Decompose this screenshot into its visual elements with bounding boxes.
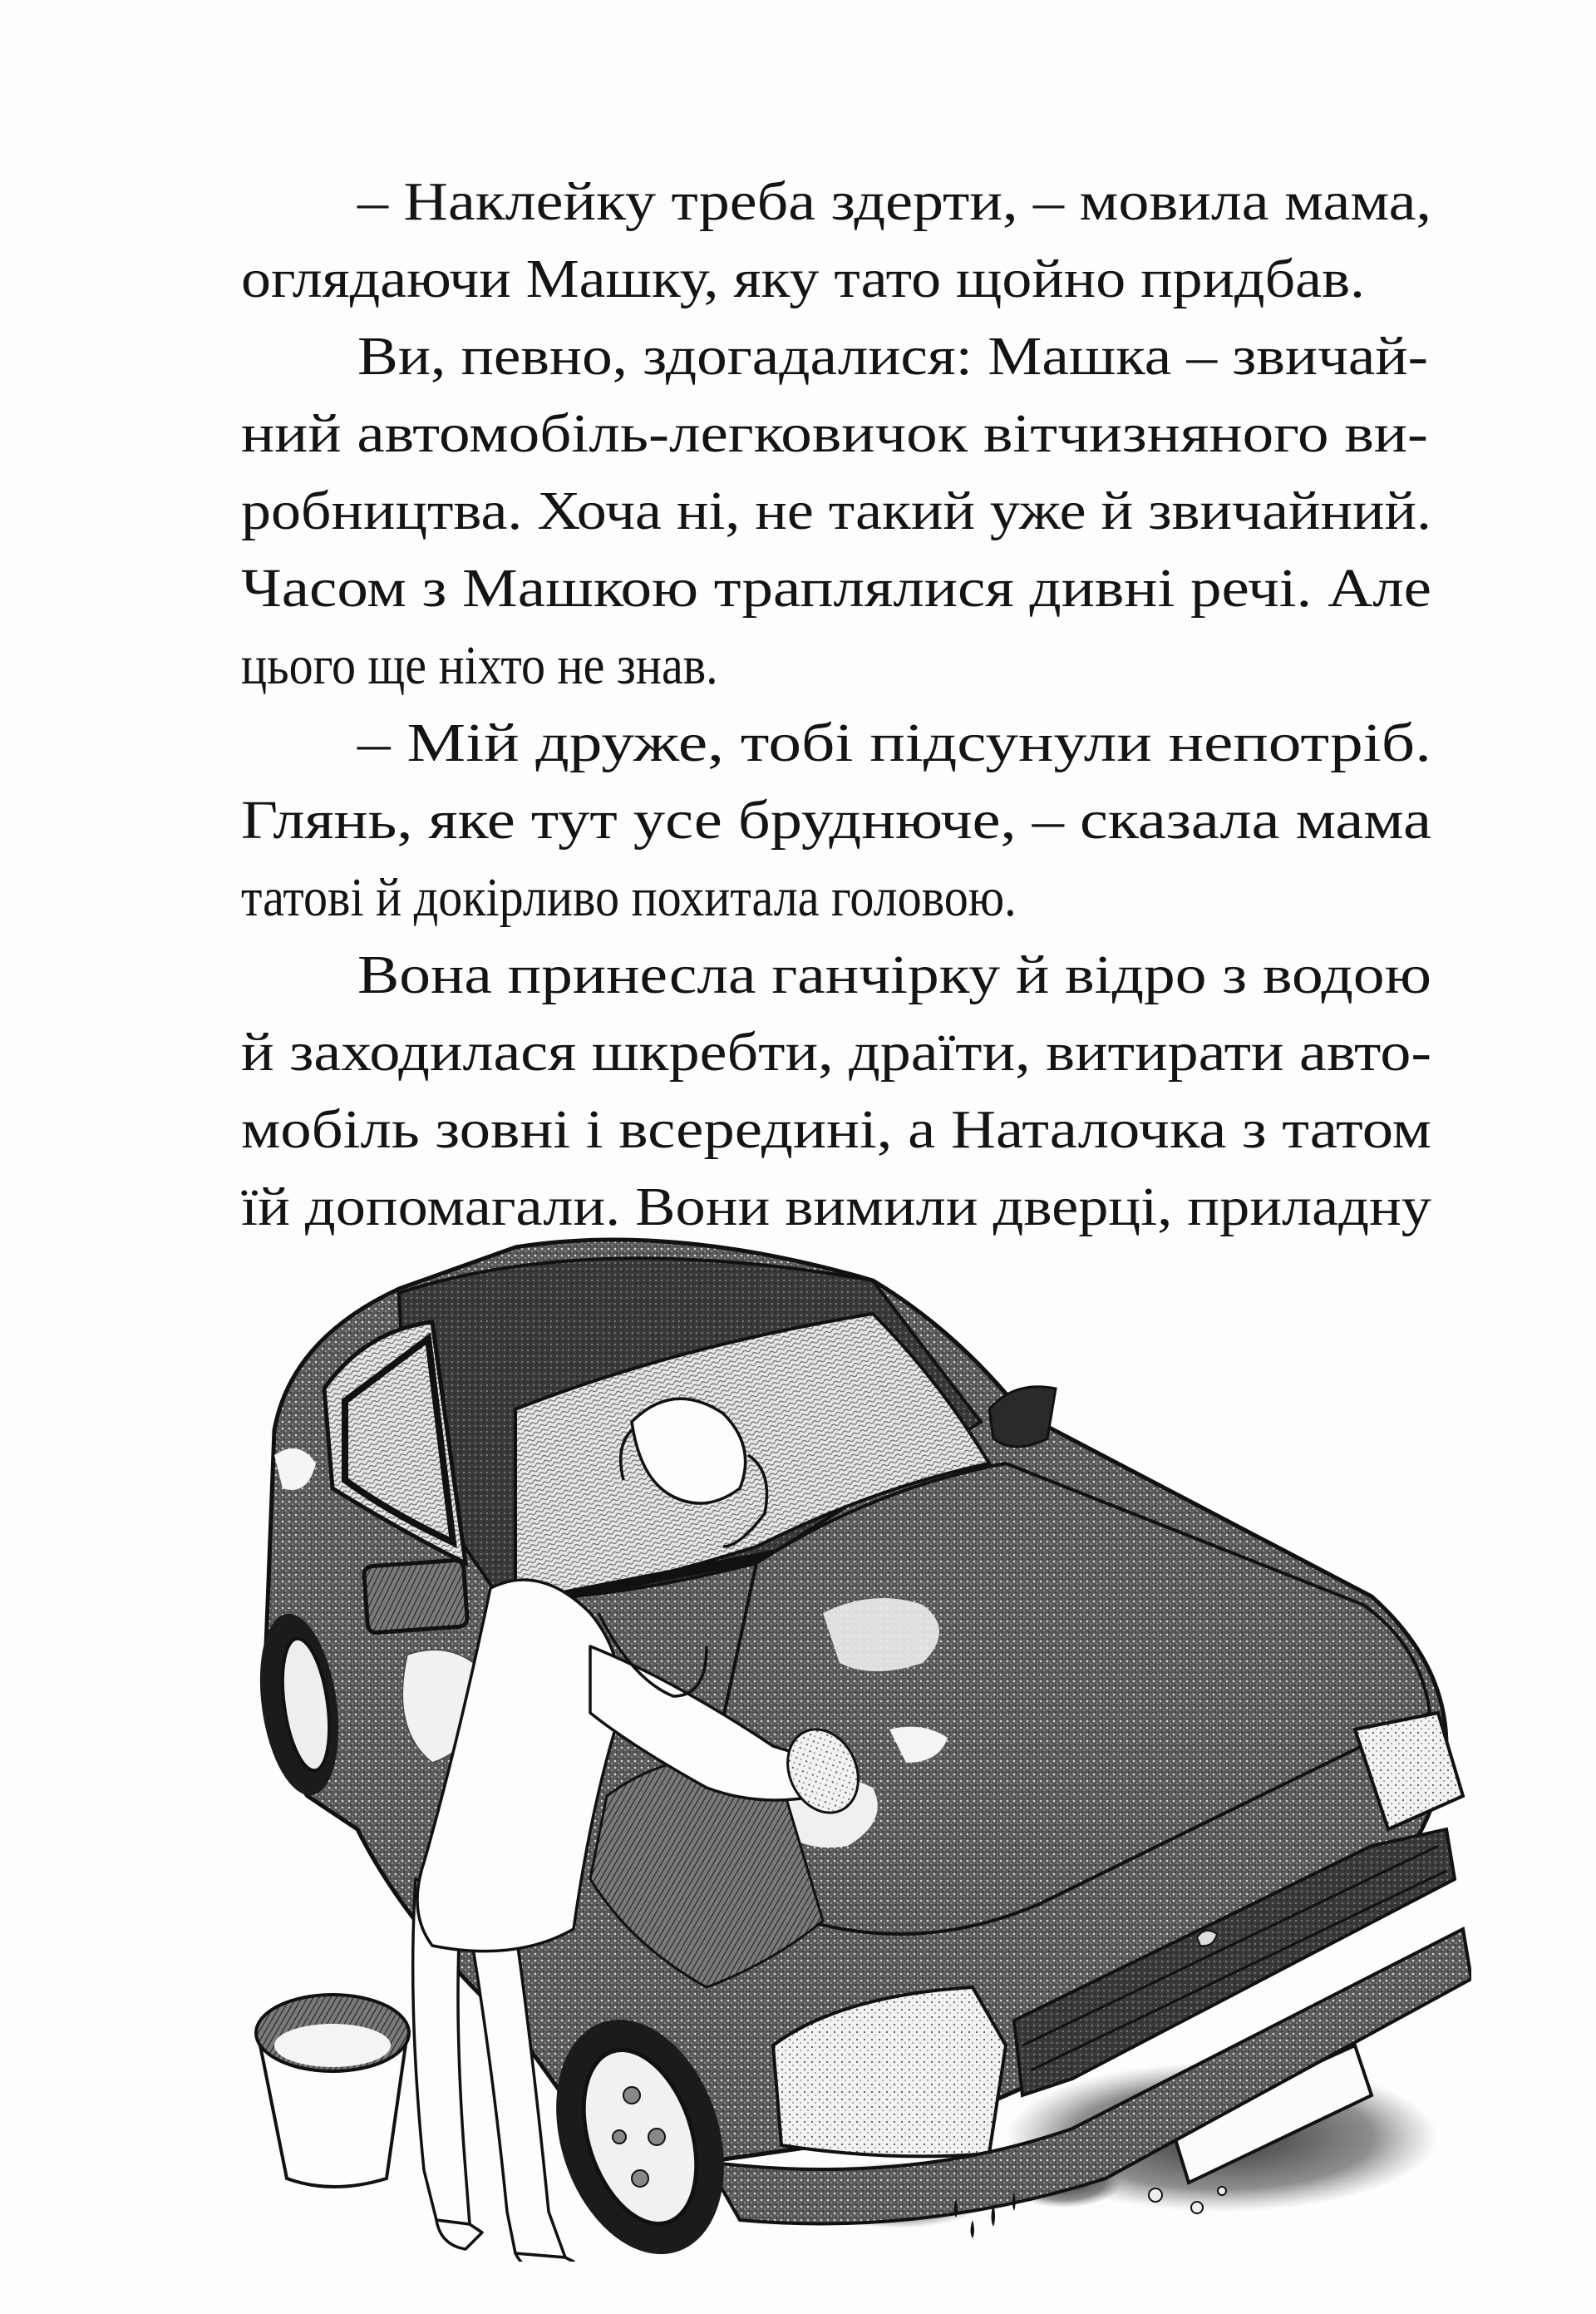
text-line [241,936,1431,1014]
text-line-content: татові й докірливо похитала головою. [241,867,1017,928]
text-line-content: цього ще ніхто не знав. [241,635,718,696]
text-line [241,1091,1431,1168]
text-line-content: мобіль зовні і всередині, а Наталочка з татом [241,1099,1431,1160]
text-line-content: їй допомагали. Вони вимили дверці, приладну [241,1177,1431,1237]
body-text [241,163,1431,1246]
text-line [241,550,1431,627]
text-line-content: Глянь, яке тут усе бруднюче, – сказала мама [241,790,1431,851]
text-line-content: Ви, певно, здогадалися: Машка – звичай- [357,326,1428,387]
text-line [241,240,1431,318]
text-line-content: – Наклейку треба здерти, – мовила мама, [357,171,1431,232]
text-line [241,1014,1431,1091]
illustration-drawing [241,1214,1471,2262]
text-line-content: оглядаючи Машку, яку тато щойно придбав. [241,249,1365,309]
text-line [241,704,1431,782]
text-line-content: й заходилася шкребти, драїти, витирати авто- [241,1022,1431,1083]
text-line [241,163,1431,240]
text-line [241,472,1431,550]
text-line [241,859,1431,936]
text-line [241,318,1431,395]
text-line-content: Вона принесла ганчірку й відро з водою [357,945,1431,1005]
text-line [241,627,1431,704]
text-line-content: ний автомобіль-легковичок вітчизняного ви- [241,403,1428,464]
text-line-content: – Мій друже, тобі підсунули непотріб. [357,713,1431,773]
bucket [256,1995,409,2187]
text-line [241,782,1431,859]
car-washing-illustration [241,1214,1471,2262]
text-line-content: Часом з Машкою траплялися дивні речі. Але [241,558,1431,619]
text-line [241,395,1431,472]
text-line-content: робництва. Хоча ні, не такий уже й звичайний. [241,481,1432,541]
